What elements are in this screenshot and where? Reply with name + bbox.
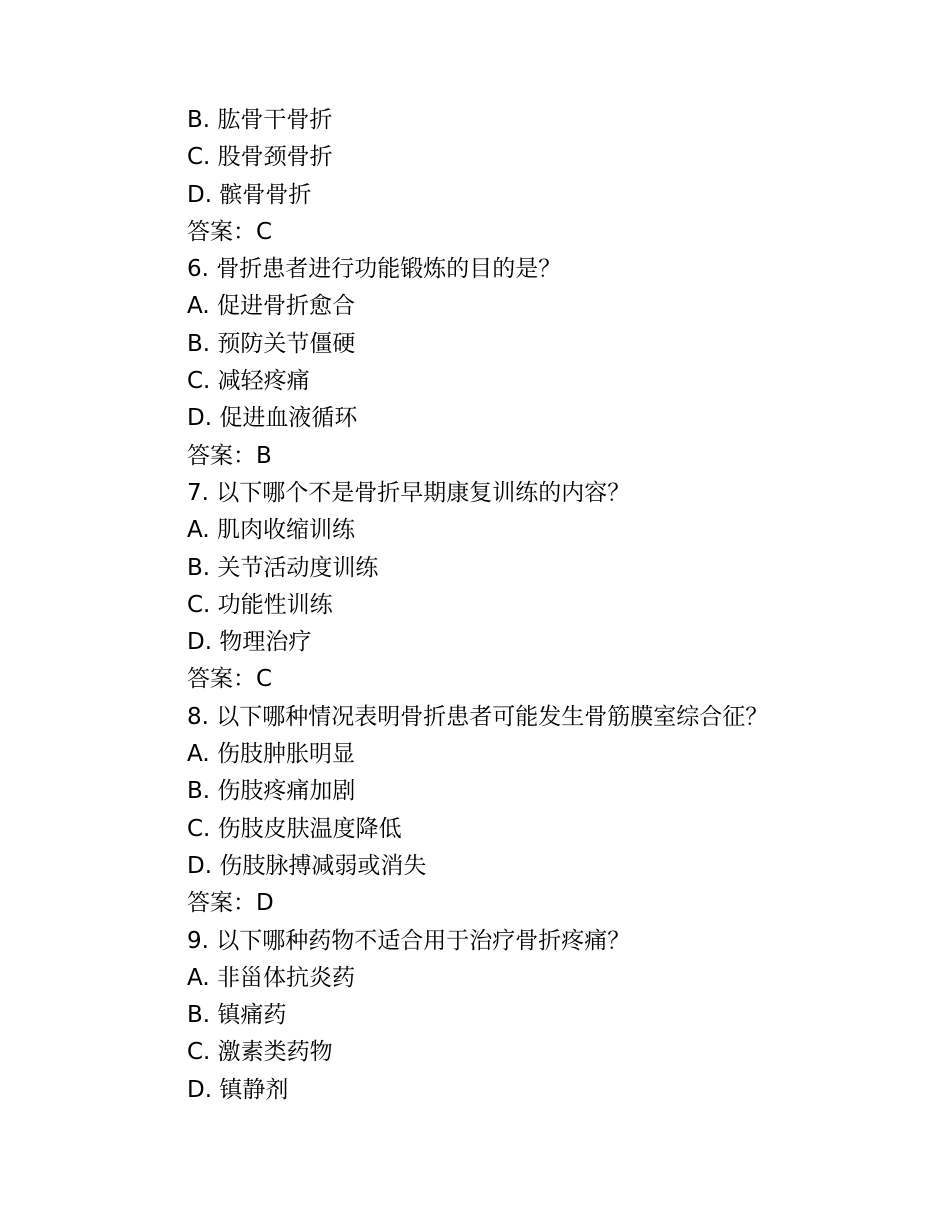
option-b-line: B. 预防关节僵硬 <box>187 330 356 357</box>
option-d-line: D. 镇静剂 <box>187 1076 289 1103</box>
option-a-line: A. 促进骨折愈合 <box>187 293 355 320</box>
answer-line: 答案：D <box>187 890 274 917</box>
option-c-line: C. 功能性训练 <box>187 591 333 618</box>
question-7: 7. 以下哪个不是骨折早期康复训练的内容？ <box>187 479 631 506</box>
question-8: 8. 以下哪种情况表明骨折患者可能发生骨筋膜室综合征？ <box>187 703 769 730</box>
option-c-line: C. 激素类药物 <box>187 1039 333 1066</box>
question-6: 6. 骨折患者进行功能锻炼的目的是？ <box>187 256 562 283</box>
option-a-line: A. 伤肢肿胀明显 <box>187 741 355 768</box>
option-c-line: C. 伤肢皮肤温度降低 <box>187 815 402 842</box>
option-b-line: B. 肱骨干骨折 <box>187 107 333 133</box>
option-d-line: D. 物理治疗 <box>187 629 312 656</box>
option-b-line: B. 镇痛药 <box>187 1002 287 1029</box>
option-c-line: C. 股骨颈骨折 <box>187 144 333 171</box>
option-d-line: D. 髌骨骨折 <box>187 181 312 208</box>
answer-line: 答案：C <box>187 666 273 693</box>
answer-line: 答案：B <box>187 442 272 469</box>
option-d-line: D. 促进血液循环 <box>187 405 358 432</box>
option-d-line: D. 伤肢脉搏减弱或消失 <box>187 852 427 879</box>
option-b-line: B. 伤肢疼痛加剧 <box>187 778 356 805</box>
option-a-line: A. 非甾体抗炎药 <box>187 964 355 991</box>
option-c-line: C. 减轻疼痛 <box>187 368 310 395</box>
answer-line: 答案：C <box>187 218 273 245</box>
question-list <box>187 102 887 1109</box>
option-b-line: B. 关节活动度训练 <box>187 554 379 581</box>
question-9: 9. 以下哪种药物不适合用于治疗骨折疼痛？ <box>187 927 631 954</box>
option-a-line: A. 肌肉收缩训练 <box>187 517 355 544</box>
